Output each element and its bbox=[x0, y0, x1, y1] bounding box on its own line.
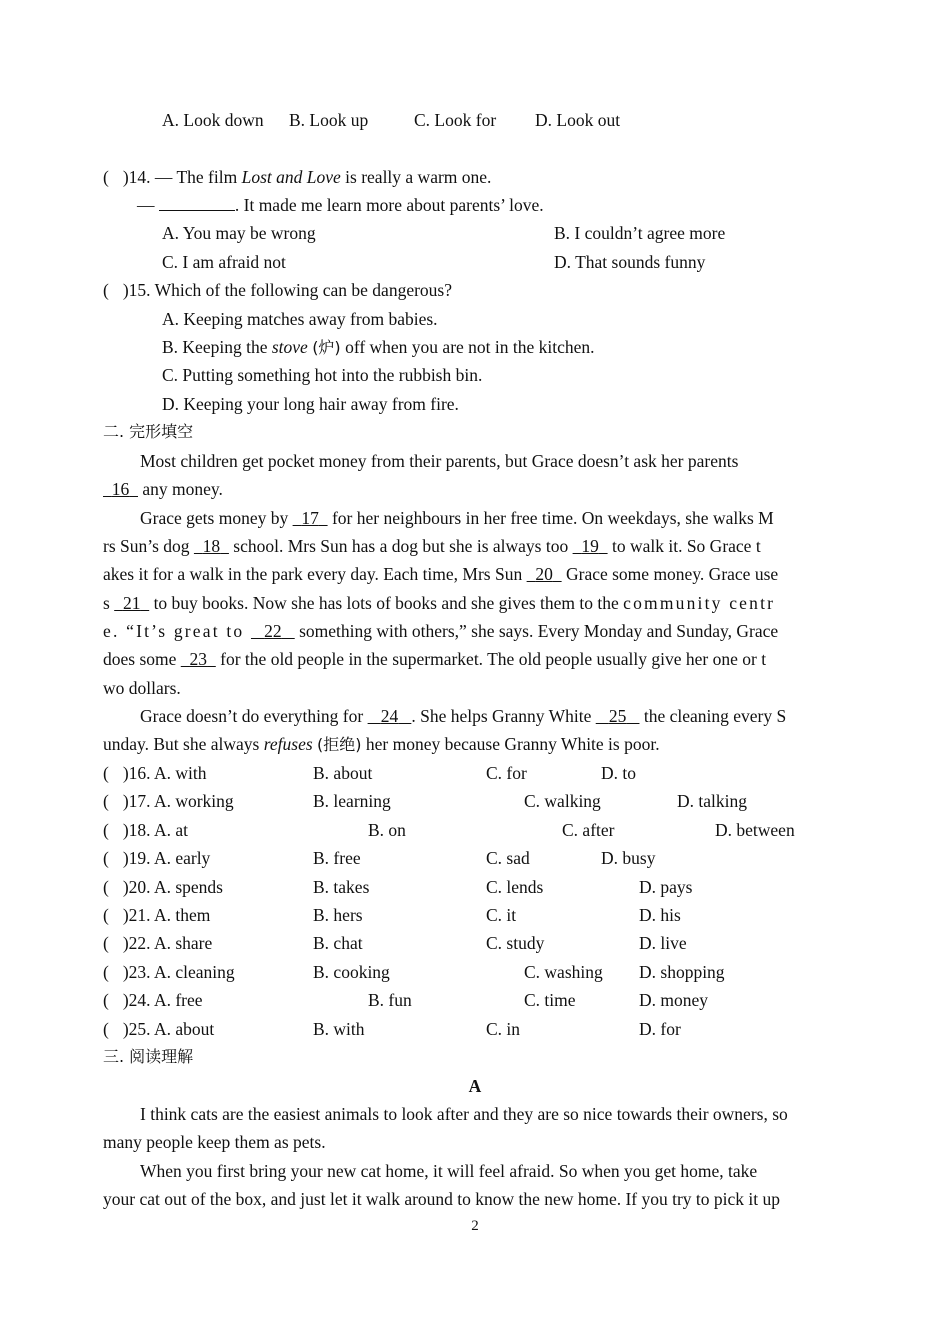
cloze-option-b: B. with bbox=[313, 1019, 365, 1039]
blank-16[interactable]: 16 bbox=[111, 479, 130, 499]
cloze-question-row: ( )22. A. share bbox=[103, 933, 213, 953]
cloze-option-c: C. washing bbox=[524, 962, 603, 982]
cloze-question-row: ( )20. A. spends bbox=[103, 877, 223, 897]
cloze-passage-line: Most children get pocket money from their parents, but Grace doesn’t ask her parents bbox=[140, 451, 739, 471]
cloze-question-row: ( )16. A. with bbox=[103, 763, 207, 783]
cloze-option-c: C. after bbox=[562, 820, 615, 840]
film-title: Lost and Love bbox=[241, 167, 341, 187]
q14-stem: ( )14. — The film Lost and Love is really a warm one. bbox=[103, 167, 492, 187]
cloze-option-c: C. time bbox=[524, 990, 576, 1010]
cloze-option-d: D. his bbox=[639, 905, 681, 925]
cloze-question-row: ( )24. A. free bbox=[103, 990, 203, 1010]
blank-18[interactable]: 18 bbox=[202, 536, 221, 556]
cloze-question-row: ( )23. A. cleaning bbox=[103, 962, 235, 982]
cloze-option-c: C. in bbox=[486, 1019, 521, 1039]
section-heading-reading: 三. 阅读理解 bbox=[103, 1047, 194, 1066]
cloze-option-d: D. busy bbox=[601, 848, 656, 868]
blank-17[interactable]: 17 bbox=[301, 508, 319, 528]
q14-option-d: D. That sounds funny bbox=[554, 252, 706, 272]
cloze-option-b: B. free bbox=[313, 848, 361, 868]
cloze-option-c: C. for bbox=[486, 763, 527, 783]
q13-option-c: C. Look for bbox=[414, 110, 497, 130]
cloze-question-row: ( )25. A. about bbox=[103, 1019, 215, 1039]
cloze-question-row: ( )21. A. them bbox=[103, 905, 211, 925]
q14-option-c: C. I am afraid not bbox=[162, 252, 286, 272]
cloze-option-c: C. walking bbox=[524, 791, 601, 811]
q14-reply: — . It made me learn more about parents’ love. bbox=[137, 195, 544, 215]
answer-blank[interactable] bbox=[159, 194, 235, 211]
cloze-option-b: B. fun bbox=[368, 990, 412, 1010]
passage-title: A bbox=[468, 1076, 482, 1096]
section-heading-cloze: 二. 完形填空 bbox=[103, 422, 194, 441]
cloze-passage-line: akes it for a walk in the park every day. Each time, Mrs Sun 20 Grace some money. Grace use bbox=[103, 564, 779, 584]
q13-option-b: B. Look up bbox=[289, 110, 369, 130]
q14-option-b: B. I couldn’t agree more bbox=[554, 223, 726, 243]
cloze-option-b: B. chat bbox=[313, 933, 363, 953]
cloze-option-c: C. it bbox=[486, 905, 517, 925]
q15-option-b: B. Keeping the stove (炉) off when you are not in the kitchen. bbox=[162, 337, 595, 357]
reading-passage-line: When you first bring your new cat home, it will feel afraid. So when you get home, take bbox=[140, 1161, 758, 1181]
blank-23[interactable]: 23 bbox=[189, 649, 208, 669]
answer-paren: ( bbox=[103, 167, 109, 187]
cloze-passage-line: wo dollars. bbox=[103, 678, 181, 698]
cloze-passage-line: unday. But she always refuses (拒绝) her money because Granny White is poor. bbox=[103, 734, 660, 754]
cloze-option-d: D. money bbox=[639, 990, 709, 1010]
reading-passage-line: your cat out of the box, and just let it walk around to know the new home. If you try to pick it up bbox=[103, 1189, 781, 1209]
cloze-passage-line: does some 23 for the old people in the supermarket. The old people usually give her one or t bbox=[103, 649, 767, 669]
cloze-option-b: B. on bbox=[368, 820, 406, 840]
cloze-option-d: D. to bbox=[601, 763, 636, 783]
blank-21[interactable]: 21 bbox=[122, 593, 141, 613]
page-number: 2 bbox=[471, 1218, 479, 1234]
cloze-option-c: C. sad bbox=[486, 848, 530, 868]
cloze-passage-line: e. “It’s great to 22 something with others,” she says. Every Monday and Sunday, Grace bbox=[103, 621, 779, 641]
cloze-option-b: B. takes bbox=[313, 877, 370, 897]
cloze-option-c: C. study bbox=[486, 933, 545, 953]
cloze-option-d: D. live bbox=[639, 933, 687, 953]
q15-stem: ( )15. Which of the following can be dangerous? bbox=[103, 280, 452, 300]
cloze-option-d: D. for bbox=[639, 1019, 681, 1039]
cloze-passage-line: 16 any money. bbox=[103, 478, 223, 500]
blank-19[interactable]: 19 bbox=[581, 536, 599, 556]
blank-25[interactable]: 25 bbox=[608, 706, 627, 726]
reading-passage-line: many people keep them as pets. bbox=[103, 1132, 326, 1152]
answer-paren: ( bbox=[103, 280, 109, 300]
cloze-passage-line: s 21 to buy books. Now she has lots of books and she gives them to the community centr bbox=[103, 593, 776, 613]
cloze-option-b: B. about bbox=[313, 763, 373, 783]
q15-option-a: A. Keeping matches away from babies. bbox=[162, 309, 438, 329]
cloze-option-d: D. shopping bbox=[639, 962, 725, 982]
cloze-passage-line: rs Sun’s dog 18 school. Mrs Sun has a dog but she is always too 19 to walk it. So Grace t bbox=[103, 536, 761, 556]
reading-passage-line: I think cats are the easiest animals to look after and they are so nice towards their owners, so bbox=[140, 1104, 788, 1124]
cloze-passage-line: Grace doesn’t do everything for 24 . She helps Granny White 25 the cleaning every S bbox=[140, 706, 787, 726]
cloze-question-row: ( )19. A. early bbox=[103, 848, 211, 868]
cloze-option-d: D. talking bbox=[677, 791, 747, 811]
q13-option-d: D. Look out bbox=[535, 110, 621, 130]
cloze-option-d: D. pays bbox=[639, 877, 693, 897]
q15-option-d: D. Keeping your long hair away from fire. bbox=[162, 394, 459, 414]
cloze-passage-line: Grace gets money by 17 for her neighbours in her free time. On weekdays, she walks M bbox=[140, 508, 774, 528]
cloze-option-b: B. cooking bbox=[313, 962, 390, 982]
blank-22[interactable]: 22 bbox=[264, 621, 282, 641]
cloze-question-row: ( )17. A. working bbox=[103, 791, 234, 811]
q15-option-c: C. Putting something hot into the rubbish bin. bbox=[162, 365, 483, 385]
cloze-option-b: B. learning bbox=[313, 791, 391, 811]
q14-option-a: A. You may be wrong bbox=[162, 223, 316, 243]
q13-option-a: A. Look down bbox=[162, 110, 264, 130]
cloze-option-c: C. lends bbox=[486, 877, 544, 897]
cloze-question-row: ( )18. A. at bbox=[103, 820, 188, 840]
blank-24[interactable]: 24 bbox=[380, 706, 399, 726]
blank-20[interactable]: 20 bbox=[535, 564, 553, 584]
cloze-option-d: D. between bbox=[715, 820, 795, 840]
cloze-option-b: B. hers bbox=[313, 905, 363, 925]
